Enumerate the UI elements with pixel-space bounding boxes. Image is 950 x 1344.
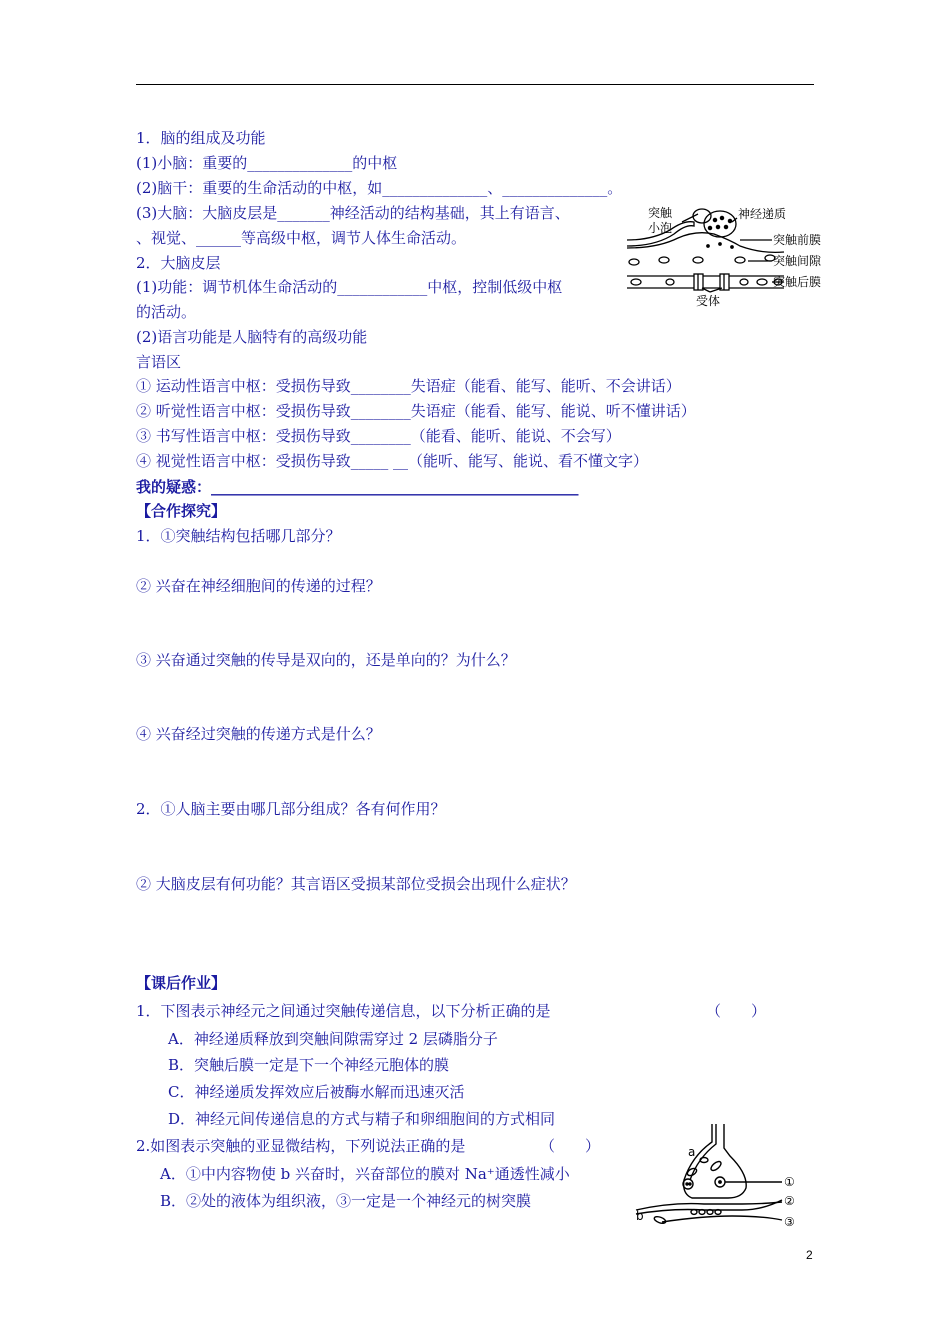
label-synaptic-cleft: 突触间隙 [773,254,822,268]
section-title-cortex: 2．大脑皮层 [136,254,221,272]
label-2: ② [784,1194,795,1208]
label-b: b [636,1209,644,1223]
answer-bracket: （ ） [540,1137,601,1155]
label-neurotransmitter: 神经递质 [738,207,787,221]
question: ③ 兴奋通过突触的传导是双向的，还是单向的？为什么？ [136,651,516,669]
question: 1．①突触结构包括哪几部分？ [136,527,341,545]
label-synaptic: 突触 [648,206,673,220]
question: 2．①人脑主要由哪几部分组成？各有何作用？ [136,800,446,818]
exercise-1-stem: 1．下图表示神经元之间通过突触传递信息，以下分析正确的是 [136,1002,551,1020]
text-line: (1)功能：调节机体生命活动的____________中枢，控制低级中枢 [136,278,563,296]
option-b: B．②处的液体为组织液，③一定是一个神经元的树突膜 [160,1192,532,1210]
option-c: C．神经递质发挥效应后被酶水解而迅速灭活 [168,1083,465,1101]
label-a: a [688,1145,696,1159]
option-d: D．神经元间传递信息的方式与精子和卵细胞间的方式相同 [168,1110,556,1128]
label-receptor: 受体 [696,294,721,308]
my-doubts: 我的疑惑：_________________________________________________ [136,478,579,496]
text-line: ④ 视觉性语言中枢：受损伤导致_____ __（能听、能写、能说、看不懂文字） [136,452,649,470]
label-postsynaptic-membrane: 突触后膜 [773,275,822,289]
section-title-brain: 1．脑的组成及功能 [136,129,266,147]
text-line: 言语区 [136,353,182,371]
text-line: (2)脑干：重要的生命活动的中枢，如______________、______________。 [136,179,623,197]
heading-cooperative-inquiry: 【合作探究】 [136,502,227,520]
page-number: 2 [806,1248,813,1262]
text-line: (2)语言功能是人脑特有的高级功能 [136,328,368,346]
text-line: ③ 书写性语言中枢：受损伤导致________（能看、能听、能说、不会写） [136,427,621,445]
option-a: A．①中内容物使 b 兴奋时，兴奋部位的膜对 Na⁺通透性减小 [160,1165,570,1183]
header-rule [136,84,814,85]
option-b: B．突触后膜一定是下一个神经元胞体的膜 [168,1056,450,1074]
text-line: (3)大脑：大脑皮层是_______神经活动的结构基础，其上有语言、 [136,204,570,222]
question: ② 兴奋在神经细胞间的传递的过程？ [136,577,381,595]
label-presynaptic-membrane: 突触前膜 [773,233,822,247]
label-vesicle: 小泡 [648,221,673,235]
answer-bracket: （ ） [706,1002,767,1020]
heading-homework: 【课后作业】 [136,974,227,992]
synapse-diagram [622,200,832,312]
question: ② 大脑皮层有何功能？其言语区受损某部位受损会出现什么症状？ [136,875,576,893]
exercise-2-stem: 2.如图表示突触的亚显微结构，下列说法正确的是 [136,1137,466,1155]
question: ④ 兴奋经过突触的传递方式是什么？ [136,725,381,743]
text-line: 的活动。 [136,303,197,321]
text-line: (1)小脑：重要的______________的中枢 [136,154,398,172]
text-line: ① 运动性语言中枢：受损伤导致________失语症（能看、能写、能听、不会讲话） [136,377,681,395]
text-line: 、视觉、______等高级中枢，调节人体生命活动。 [136,229,467,247]
option-a: A．神经递质释放到突触间隙需穿过 2 层磷脂分子 [168,1030,498,1048]
text-line: ② 听觉性语言中枢：受损伤导致________失语症（能看、能写、能说、听不懂讲话） [136,402,696,420]
synapse-ultrastructure-diagram [632,1120,812,1230]
label-1: ① [784,1175,795,1189]
label-3: ③ [784,1215,795,1229]
